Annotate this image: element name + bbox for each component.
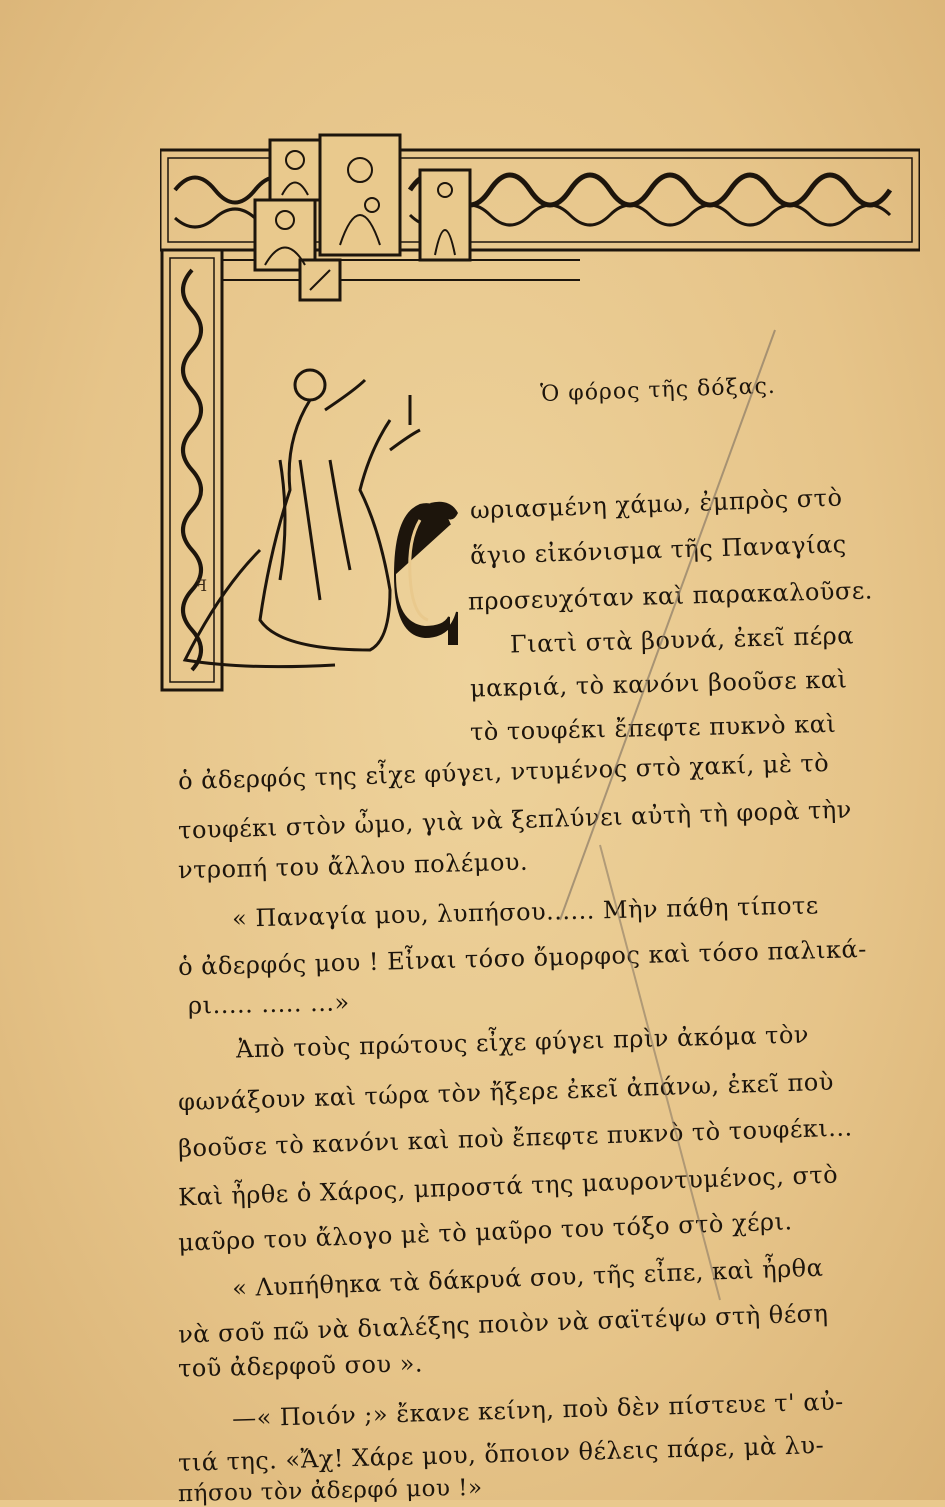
text-line: τιά της. «Ἄχ! Χάρε μου, ὅποιον θέλεις πάρε, μὰ λυ- bbox=[177, 1430, 825, 1478]
text-line: προσευχόταν καὶ παρακαλοῦσε. bbox=[467, 576, 874, 616]
text-line: ωριασμένη χάμω, ἐμπρὸς στὸ bbox=[469, 483, 843, 525]
text-line: ντροπή του ἄλλου πολέμου. bbox=[177, 847, 529, 885]
text-line: βοοῦσε τὸ κανόνι καὶ ποὺ ἔπεφτε πυκνὸ τὸ τουφέκι... bbox=[177, 1113, 853, 1163]
text-line: νὰ σοῦ πῶ νὰ διαλέξης ποιὸν νὰ σαϊτέψω στὴ θέση bbox=[177, 1299, 829, 1349]
text-line: ὁ ἀδερφός της εἶχε φύγει, ντυμένος στὸ χακί, μὲ τὸ bbox=[177, 748, 830, 796]
text-line: ἅγιο εἰκόνισμα τῆς Παναγίας bbox=[469, 530, 848, 570]
drop-cap-letter bbox=[390, 495, 462, 645]
text-line: φωνάξουν καὶ τώρα τὸν ἤξερε ἐκεῖ ἀπάνω, ἐκεῖ ποὺ bbox=[177, 1067, 835, 1117]
text-line: ρι..... ..... ...» bbox=[187, 988, 350, 1020]
text-line: « Παναγία μου, λυπήσου...... Μὴν πάθη τίποτε bbox=[231, 891, 819, 933]
text-line: τουφέκι στὸν ὦμο, γιὰ νὰ ξεπλύνει αὐτὴ τὴ φορὰ τὴν bbox=[177, 795, 853, 845]
icon-panels bbox=[255, 135, 470, 300]
icon-madonna bbox=[320, 135, 400, 255]
text-line: —« Ποιόν ;» ἔκανε κείνη, ποὺ δὲν πίστευε τ' αὐ- bbox=[231, 1387, 845, 1433]
text-line: « Λυπήθηκα τὰ δάκρυά σου, τῆς εἶπε, καὶ ἦρθα bbox=[231, 1253, 824, 1303]
text-line: τὸ τουφέκι ἔπεφτε πυκνὸ καὶ bbox=[469, 709, 837, 747]
text-line: τοῦ ἀδερφοῦ σου ». bbox=[177, 1349, 424, 1383]
text-line: ὁ ἀδερφός μου ! Εἶναι τόσο ὄμορφος καὶ τόσο παλικά- bbox=[177, 934, 868, 982]
text-line: μαῦρο του ἄλογο μὲ τὸ μαῦρο του τόξο στὸ χέρι. bbox=[177, 1207, 794, 1257]
text-line: Γιατὶ στὰ βουνά, ἐκεῖ πέρα bbox=[509, 621, 855, 659]
text-line: πήσου τὸν ἀδερφό μου !» bbox=[177, 1474, 483, 1507]
text-line: μακριά, τὸ κανόνι βοοῦσε καὶ bbox=[469, 665, 848, 703]
text-line: Καὶ ἦρθε ὁ Χάρος, μπροστά της μαυροντυμένος, στὸ bbox=[177, 1160, 839, 1212]
monogram-mark: ꟻ bbox=[196, 576, 208, 595]
page-title: Ὁ φόρος τῆς δόξας. bbox=[540, 373, 777, 407]
praying-woman-figure bbox=[185, 370, 420, 667]
text-line: Ἀπὸ τοὺς πρώτους εἶχε φύγει πρὶν ἀκόμα τὸν bbox=[235, 1020, 810, 1064]
